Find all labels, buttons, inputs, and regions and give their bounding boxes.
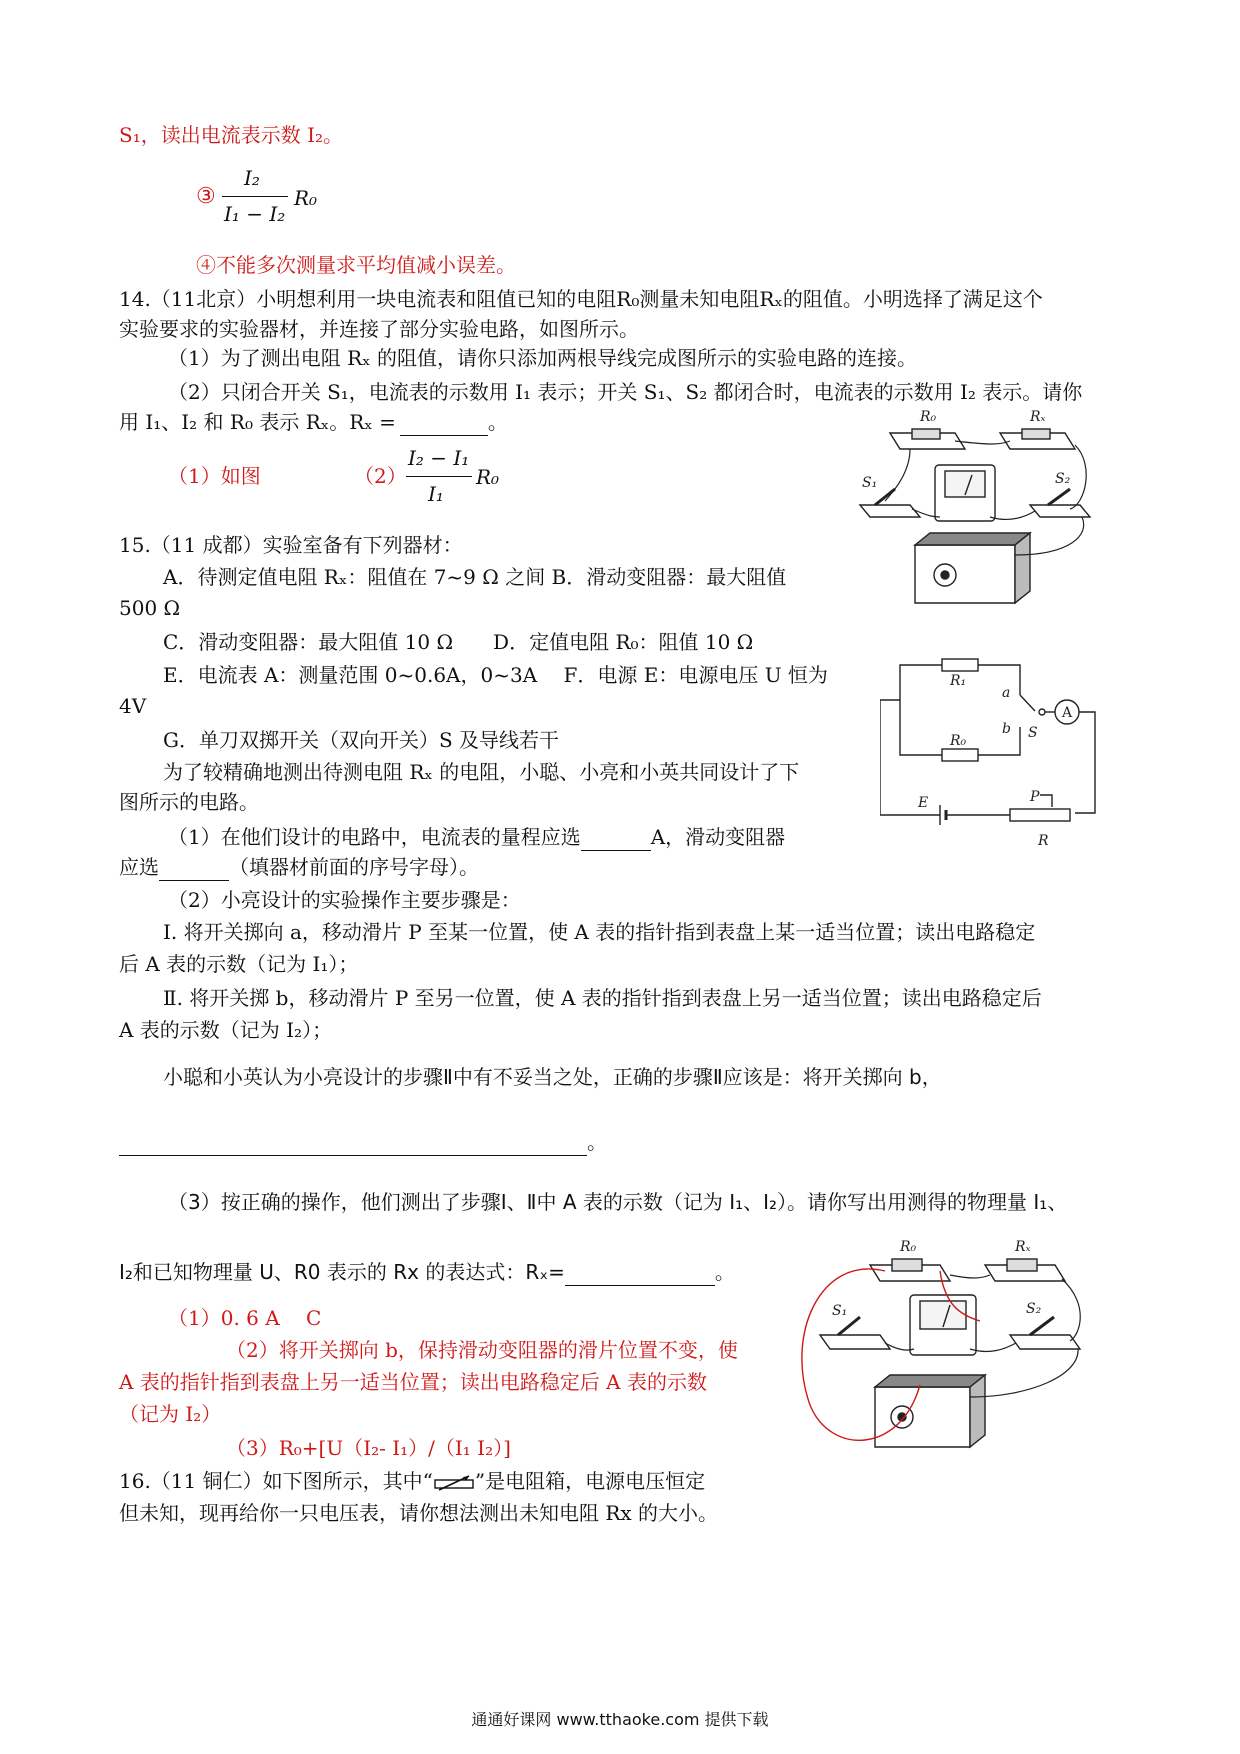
answer-3-r0: R₀	[294, 186, 318, 210]
q15-q1-text-d: （填器材前面的序号字母）。	[229, 855, 479, 879]
q15-answer-apparatus-figure	[790, 1235, 1100, 1450]
fig2-label-rx: Rₓ	[1015, 1239, 1031, 1255]
q15-step-1: Ⅰ. 将开关掷向 a，移动滑片 P 至某一位置，使 A 表的指针指到表盘上某一适当位置；读出电路稳定	[163, 920, 1036, 944]
q14-apparatus-figure	[850, 405, 1100, 605]
q15-answer-1: （1）0. 6 A C	[168, 1306, 322, 1330]
q15-answer-2: （2）将开关掷向 b，保持滑动变阻器的滑片位置不变，使	[226, 1338, 738, 1362]
q15-range-blank[interactable]	[581, 828, 651, 851]
fraction-denominator: I₁ − I₂	[224, 202, 286, 226]
circuit-label-b: b	[1002, 721, 1011, 737]
q14-answer-2-label: （2）	[354, 464, 407, 488]
circuit-label-ammeter: A	[1062, 705, 1073, 721]
rx-coil	[1022, 429, 1050, 439]
q15-step-2-cont: A 表的示数（记为 I₂）；	[119, 1018, 333, 1042]
fig2-label-s2: S₂	[1026, 1301, 1042, 1317]
wire-left	[880, 700, 940, 815]
q15-answer-3: （3）R₀+[U（I₂- I₁）/（I₁ I₂）]	[226, 1436, 511, 1460]
power-supply-body	[875, 1387, 970, 1447]
fig2-label-s1: S₁	[832, 1303, 848, 1319]
q14-answer-blank[interactable]	[400, 413, 488, 436]
resistor-r0	[942, 749, 978, 761]
s2-board	[1030, 505, 1090, 517]
switch-pivot	[1039, 709, 1045, 715]
q15-judgement: 小聪和小英认为小亮设计的步骤Ⅱ中有不妥当之处，正确的步骤Ⅱ应该是：将开关掷向 b，	[163, 1065, 942, 1089]
r0-coil	[892, 1259, 922, 1271]
q15-intro-cont: 图所示的电路。	[119, 790, 259, 814]
q15-q3-end: 。	[714, 1260, 735, 1284]
fig1-label-r0: R₀	[920, 409, 937, 425]
answer-3-fraction	[220, 166, 290, 226]
q15-option-a: A．待测定值电阻 Rₓ：阻值在 7~9 Ω 之间 B．滑动变阻器：最大阻值	[163, 565, 787, 589]
rheostat-r	[1010, 809, 1070, 821]
circuit-label-r: R	[1038, 833, 1049, 849]
answer-4: ④不能多次测量求平均值减小误差。	[196, 253, 516, 277]
circuit-label-e: E	[918, 795, 929, 811]
slider-p	[1040, 795, 1052, 807]
circuit-label-a: a	[1002, 685, 1011, 701]
q14-line-5-end: 。	[487, 410, 508, 434]
q16-line-1-text: 16.（11 铜仁）如下图所示，其中“	[119, 1469, 433, 1493]
q15-line-1: 15.（11 成都）实验室备有下列器材：	[119, 533, 463, 557]
page-footer: 通通好课网 www.tthaoke.com 提供下载	[471, 1710, 769, 1729]
s1-board	[860, 505, 920, 517]
fig2-label-r0: R₀	[900, 1239, 917, 1255]
fig1-label-s1: S₁	[862, 475, 878, 491]
q15-question-2: （2）小亮设计的实验操作主要步骤是：	[168, 888, 521, 912]
q14-line-5-text: 用 I₁、I₂ 和 R₀ 表示 Rₓ。Rₓ =	[119, 410, 396, 434]
s1-board	[820, 1335, 890, 1349]
q15-question-3: （3）按正确的操作，他们测出了步骤Ⅰ、Ⅱ中 A 表的示数（记为 I₁、I₂）。请你写出用测得的物理量 I₁、	[168, 1190, 1068, 1214]
rx-coil	[1007, 1259, 1037, 1271]
q15-rheostat-blank[interactable]	[159, 858, 229, 881]
fraction-numerator: I₂	[244, 166, 260, 190]
q14-line-3: （1）为了测出电阻 Rₓ 的阻值，请你只添加两根导线完成图所示的实验电路的连接。	[168, 346, 917, 370]
answer-line-s1: S₁，读出电流表示数 I₂。	[119, 123, 343, 147]
q14-answer-1: （1）如图	[168, 464, 261, 488]
circuit-label-s: S	[1028, 725, 1038, 741]
q14-line-1: 14.（11北京）小明想利用一块电流表和阻值已知的电阻R₀测量未知电阻Rₓ的阻值。小明选择了满足这个	[119, 287, 1043, 311]
circuit-label-r0: R₀	[950, 733, 967, 749]
resistance-box-icon	[433, 1474, 475, 1492]
resistor-r1	[942, 659, 978, 671]
fraction-denominator: I₁	[428, 482, 444, 506]
fraction-bar	[406, 476, 472, 477]
q16-line-1	[119, 1467, 705, 1495]
q15-option-g: G．单刀双掷开关（双向开关）S 及导线若干	[163, 728, 560, 752]
q15-circuit-diagram	[880, 655, 1130, 855]
circuit-label-r1: R₁	[950, 673, 967, 689]
q15-question-3-cont	[119, 1258, 735, 1286]
r0-coil	[912, 429, 940, 439]
q16-line-1-text-b: ”是电阻箱，电源电压恒定	[474, 1469, 706, 1493]
s2-board	[1010, 1335, 1080, 1349]
q15-option-c-d: C．滑动变阻器：最大阻值 10 Ω D．定值电阻 R₀：阻值 10 Ω	[163, 630, 754, 654]
q15-step-2: Ⅱ. 将开关掷 b，移动滑片 P 至另一位置，使 A 表的指针指到表盘上另一适当位置；读出电路稳定后	[163, 986, 1042, 1010]
q15-answer-2-end: （记为 I₂）	[119, 1402, 222, 1426]
q14-answer-2-r0: R₀	[476, 465, 500, 489]
wire-right	[1075, 712, 1095, 813]
fraction-numerator: I₂ − I₁	[408, 446, 470, 470]
power-supply-body	[915, 545, 1015, 603]
q14-answer-2-fraction	[404, 446, 474, 508]
q15-judgement-end: 。	[587, 1130, 607, 1154]
fraction-bar	[222, 196, 288, 197]
q15-q3-text: I₂和已知物理量 U、R0 表示的 Rx 的表达式：Rₓ=	[119, 1260, 565, 1284]
q14-line-4: （2）只闭合开关 S₁，电流表的示数用 I₁ 表示；开关 S₁、S₂ 都闭合时，电流表的示数用 I₂ 表示。请你	[168, 380, 1083, 404]
fig1-label-s2: S₂	[1055, 471, 1071, 487]
fig1-label-rx: Rₓ	[1030, 409, 1046, 425]
q15-intro: 为了较精确地测出待测电阻 Rₓ 的电阻，小聪、小亮和小英共同设计了下	[163, 760, 800, 784]
q15-question-1-cont	[119, 853, 479, 881]
q15-q1-text-c: 应选	[119, 855, 159, 879]
q15-step-1-cont: 后 A 表的示数（记为 I₁）；	[119, 952, 359, 976]
q15-option-a-cont: 500 Ω	[119, 596, 181, 620]
q14-line-5	[119, 408, 508, 436]
q14-line-2: 实验要求的实验器材，并连接了部分实验电路，如图所示。	[119, 317, 639, 341]
q16-line-2: 但未知，现再给你一只电压表，请你想法测出未知电阻 Rx 的大小。	[119, 1501, 719, 1525]
q15-judgement-blank-line	[119, 1128, 607, 1156]
answer-3-label: ③	[196, 184, 216, 209]
q15-step2-blank[interactable]	[119, 1133, 587, 1156]
q15-answer-2-cont: A 表的指针指到表盘上另一适当位置；读出电路稳定后 A 表的示数	[119, 1370, 707, 1394]
q15-rx-blank[interactable]	[565, 1263, 715, 1286]
q15-option-e-f: E．电流表 A：测量范围 0~0.6A，0~3A F．电源 E：电源电压 U 恒为	[163, 663, 828, 687]
q15-q1-text: （1）在他们设计的电路中，电流表的量程应选	[168, 825, 581, 849]
q15-question-1	[168, 823, 785, 851]
q15-option-f-cont: 4V	[119, 694, 147, 718]
q15-q1-text-b: A，滑动变阻器	[650, 825, 786, 849]
circuit-label-p: P	[1030, 789, 1040, 805]
